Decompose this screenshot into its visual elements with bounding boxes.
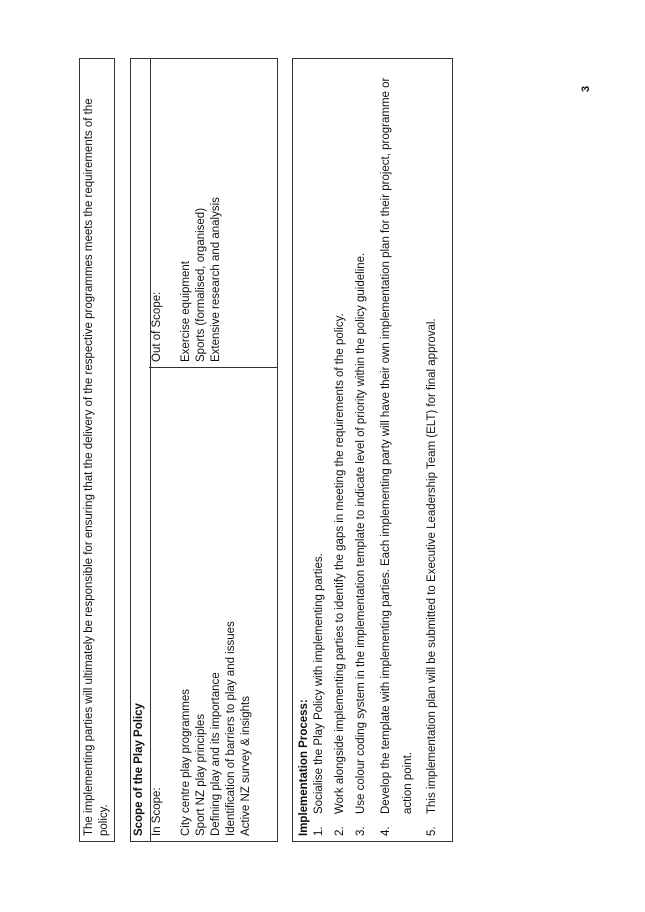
step-text: Socialise the Play Policy with implementing parties. [313, 553, 325, 814]
out-scope-item: Extensive research and analysis [210, 197, 222, 362]
implementation-step [312, 64, 327, 836]
implementation-step [333, 64, 348, 836]
scope-title: Scope of the Play Policy [131, 59, 151, 841]
page-number: 3 [580, 85, 592, 92]
out-of-scope-cell [149, 59, 277, 367]
in-scope-item: Defining play and its importance [210, 672, 222, 836]
implementation-step [354, 64, 369, 836]
implementation-title: Implementation Process: [298, 699, 310, 836]
in-scope-item: Sport NZ play principles [195, 713, 207, 836]
implementation-step [375, 64, 419, 836]
out-scope-item: Exercise equipment [180, 261, 192, 362]
step-text: Use colour coding system in the implementation template to indicate level of priority within the policy guideline. [355, 252, 367, 814]
in-scope-label: In Scope: [151, 787, 163, 836]
step-text: This implementation plan will be submitted to Executive Leadership Team (ELT) for final approval. [426, 318, 438, 814]
intro-text: The implementing parties will ultimately be responsible for ensuring that the delivery of the respective programmes meets the requirements of the policy. [83, 98, 110, 836]
step-number: 1. [313, 826, 325, 836]
step-number: 3. [355, 826, 367, 836]
out-scope-item: Sports (formalised, organised) [195, 207, 207, 362]
in-scope-item: Identification of barriers to play and issues [225, 621, 237, 836]
in-scope-item: Active NZ survey & insights [240, 696, 252, 836]
step-text: Work alongside implementing parties to identify the gaps in meeting the requirements of the policy. [334, 313, 346, 814]
step-text: Develop the template with implementing parties. Each implementing party will have their own implementation plan for their project, programme or action point. [380, 77, 414, 814]
out-scope-label: Out of Scope: [151, 291, 163, 362]
implementation-box [292, 58, 453, 842]
intro-box [79, 58, 115, 842]
in-scope-cell [149, 367, 277, 841]
step-number: 5. [426, 826, 438, 836]
step-number: 2. [334, 826, 346, 836]
scope-table [130, 58, 278, 842]
step-number: 4. [380, 826, 392, 836]
in-scope-item: City centre play programmes [180, 689, 192, 836]
implementation-step [425, 64, 440, 836]
